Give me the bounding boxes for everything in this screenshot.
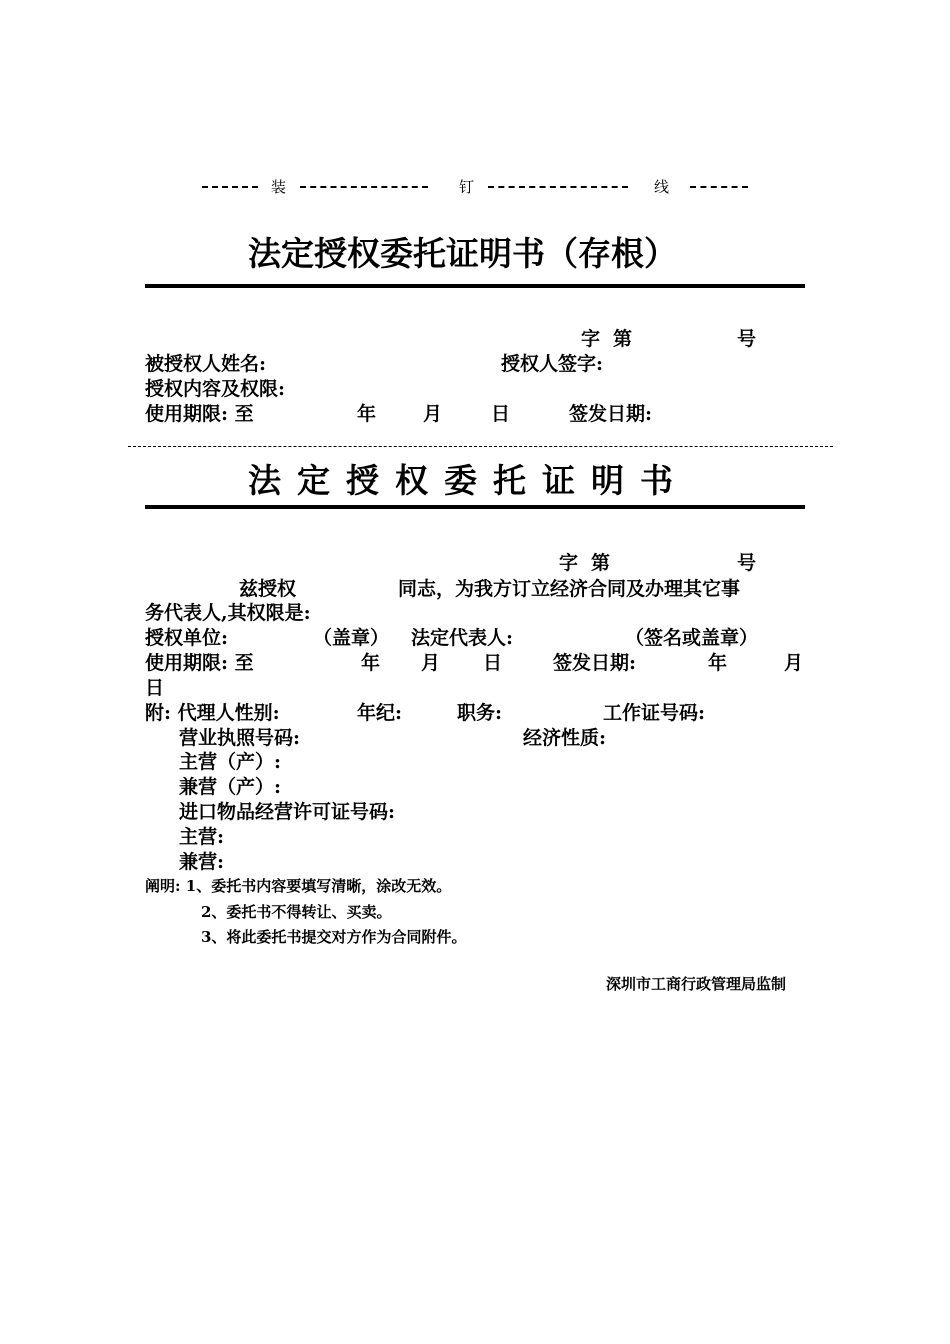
cert-note-1: 阐明: 1、委托书内容要填写清晰，涂改无效。 <box>145 877 452 895</box>
cut-separator <box>128 446 833 447</box>
cert-title: 法定授权委托证明书 <box>248 461 689 500</box>
stub-scope-label: 授权内容及权限: <box>145 378 286 400</box>
binding-char-2: 钉 <box>459 178 475 196</box>
cert-line1a: 兹授权 <box>239 578 297 600</box>
cert-duty-label: 职务: <box>457 702 503 724</box>
stub-year: 年 <box>357 403 377 425</box>
cert-side-label: 兼营: <box>179 851 225 873</box>
cert-di: 第 <box>591 552 611 574</box>
stub-period-label: 使用期限: 至 <box>145 403 254 425</box>
cert-import-label: 进口物品经营许可证号码: <box>179 801 396 823</box>
stub-month: 月 <box>423 403 443 425</box>
dash-2 <box>300 186 428 188</box>
stub-issue-label: 签发日期: <box>569 403 653 425</box>
cert-line2: 务代表人,其权限是: <box>145 602 311 624</box>
cert-legal-rep-label: 法定代表人: <box>411 627 514 649</box>
cert-seal: （盖章） <box>313 627 390 649</box>
stub-zi: 字 <box>581 328 601 350</box>
stub-grantee-label: 被授权人姓名: <box>145 353 267 375</box>
cert-hao: 号 <box>737 552 757 574</box>
binding-line <box>0 176 950 198</box>
stub-di: 第 <box>613 328 633 350</box>
cert-sign-or-seal: （签名或盖章） <box>625 627 759 649</box>
cert-workid-label: 工作证号码: <box>603 702 706 724</box>
cert-main-label: 主营: <box>179 826 225 848</box>
cert-day: 日 <box>483 652 503 674</box>
cert-attach-label: 附: 代理人性别: <box>145 702 280 724</box>
cert-issue-month: 月 <box>784 652 804 674</box>
stub-title-rule <box>145 284 805 288</box>
cert-age-label: 年纪: <box>357 702 403 724</box>
cert-unit-label: 授权单位: <box>145 627 229 649</box>
cert-main-prod-label: 主营（产）: <box>179 751 282 773</box>
dash-4 <box>690 186 748 188</box>
dash-1 <box>202 186 258 188</box>
cert-issue-year: 年 <box>708 652 728 674</box>
stub-signer-label: 授权人签字: <box>501 353 604 375</box>
cert-note-2: 2、委托书不得转让、买卖。 <box>201 903 392 921</box>
binding-char-3: 线 <box>654 178 670 196</box>
cert-year: 年 <box>361 652 381 674</box>
cert-side-prod-label: 兼营（产）: <box>179 776 282 798</box>
dash-3 <box>488 186 628 188</box>
cert-month: 月 <box>421 652 441 674</box>
cert-note-3: 3、将此委托书提交对方作为合同附件。 <box>201 928 467 946</box>
cert-econ-label: 经济性质: <box>523 727 607 749</box>
stub-hao: 号 <box>737 328 757 350</box>
binding-char-1: 装 <box>271 178 287 196</box>
cert-issue-day: 日 <box>145 677 165 699</box>
cert-line1b: 同志，为我方订立经济合同及办理其它事 <box>398 578 741 600</box>
cert-zi: 字 <box>559 552 579 574</box>
stub-title: 法定授权委托证明书（存根） <box>248 234 677 273</box>
cert-issue-label: 签发日期: <box>553 652 637 674</box>
cert-license-label: 营业执照号码: <box>179 727 301 749</box>
cert-period-label: 使用期限: 至 <box>145 652 254 674</box>
cert-footer: 深圳市工商行政管理局监制 <box>606 975 787 993</box>
stub-day: 日 <box>491 403 511 425</box>
cert-title-rule <box>145 505 805 509</box>
